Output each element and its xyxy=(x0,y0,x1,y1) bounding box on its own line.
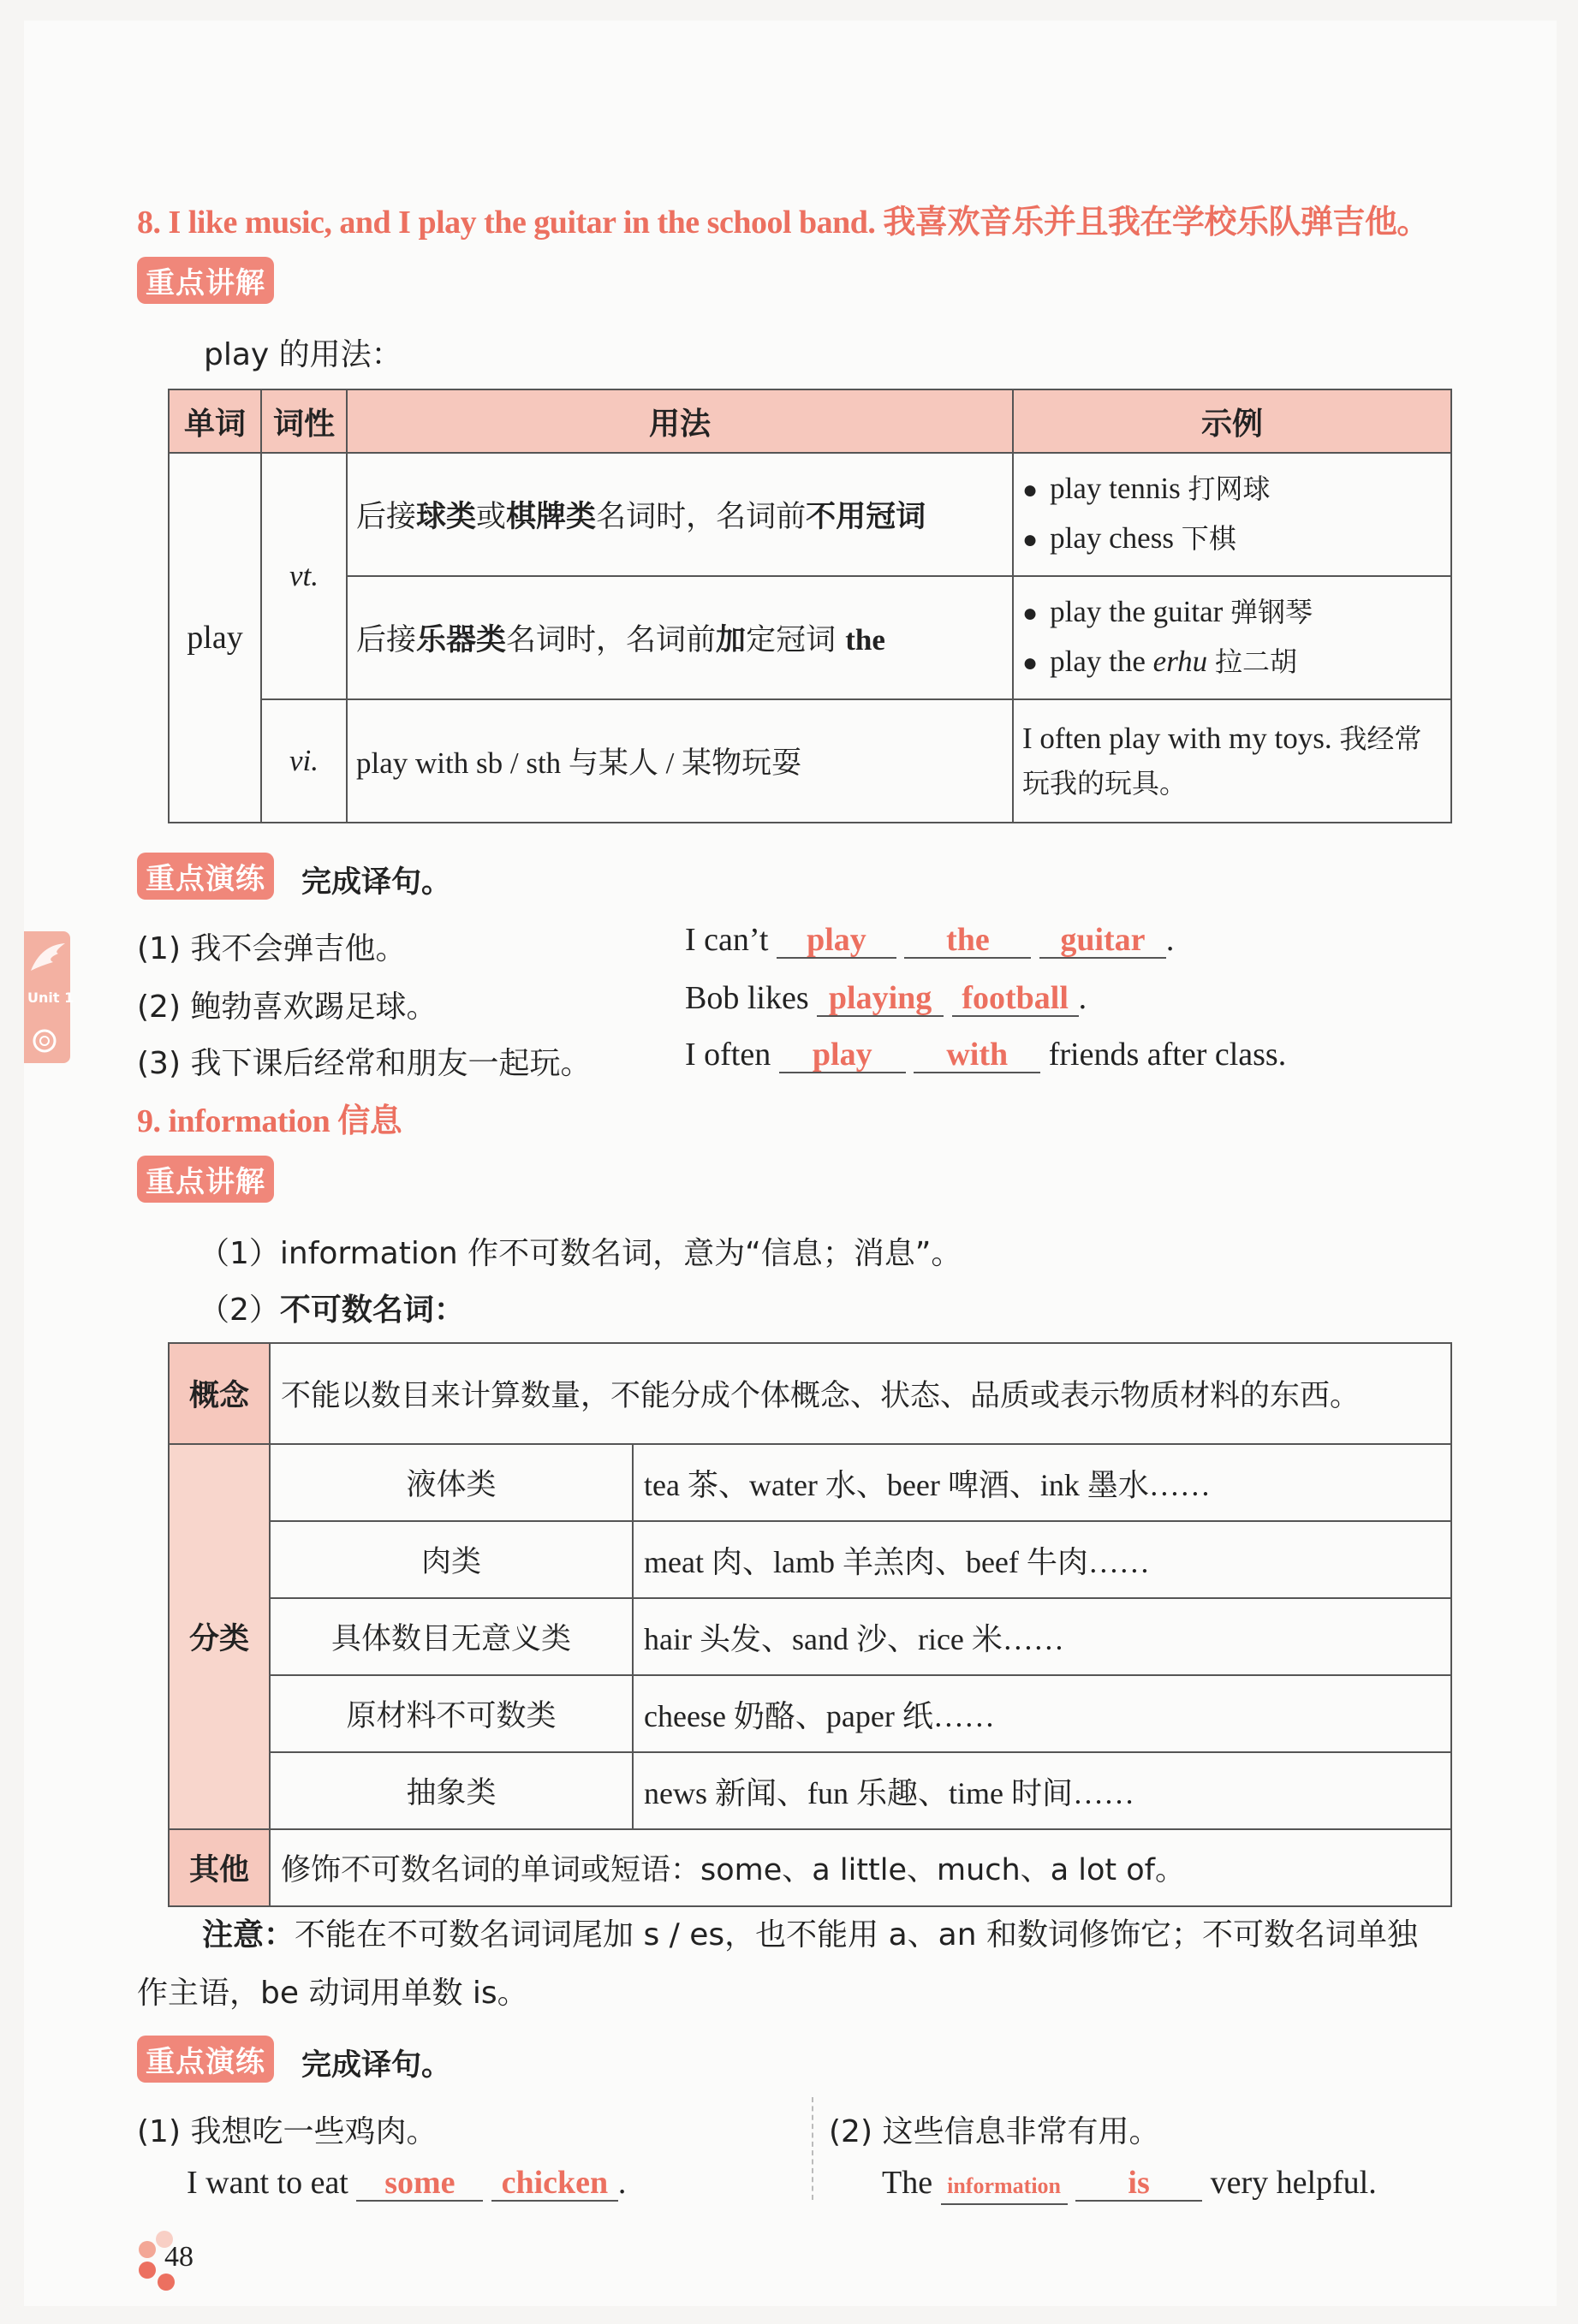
examples-abstract: news 新闻、fun 乐趣、time 时间…… xyxy=(633,1752,1451,1829)
q4-blank-2[interactable]: chicken xyxy=(491,2166,618,2202)
q3-chinese: (3) 我下课后经常和朋友一起玩。 xyxy=(137,1046,592,1081)
key-explanation-badge-2: 重点讲解 xyxy=(137,1156,274,1203)
q1-blank-3[interactable]: guitar xyxy=(1039,923,1166,959)
concept-text: 不能以数目来计算数量，不能分成个体概念、状态、品质或表示物质材料的东西。 xyxy=(270,1343,1451,1444)
practice-instruction: 完成译句。 xyxy=(301,865,452,900)
category-meat: 肉类 xyxy=(270,1521,633,1598)
q3-blank-2[interactable]: with xyxy=(914,1037,1040,1073)
key-practice-badge: 重点演练 xyxy=(137,853,274,900)
information-point-2: （2）不可数名词： xyxy=(199,1293,465,1328)
other-text: 修饰不可数名词的单词或短语：some、a little、much、a lot of。 xyxy=(270,1829,1451,1906)
q2-blank-1[interactable]: playing xyxy=(817,981,944,1017)
header-usage: 用法 xyxy=(347,389,1013,453)
examples-liquid: tea 茶、water 水、beer 啤酒、ink 墨水…… xyxy=(633,1444,1451,1521)
category-label: 分类 xyxy=(169,1444,270,1829)
q3-blank-1[interactable]: play xyxy=(779,1037,906,1073)
q4-english: I want to eat some chicken . xyxy=(187,2165,627,2201)
q5-blank-1[interactable]: information xyxy=(941,2169,1068,2205)
q5-english: The information is very helpful. xyxy=(882,2164,1377,2205)
usage-instruments: 后接乐器类名词时，名词前加定冠词 the xyxy=(347,576,1013,699)
category-liquid: 液体类 xyxy=(270,1444,633,1521)
examples-ball-games: ● play tennis 打网球 ● play chess 下棋 xyxy=(1013,453,1451,576)
page-number: 48 xyxy=(164,2241,194,2273)
header-example: 示例 xyxy=(1013,389,1451,453)
play-usage-table xyxy=(168,389,1452,823)
section-9-heading: 9. information 信息 xyxy=(137,1103,402,1139)
q1-english: I can’t play the guitar . xyxy=(685,922,1175,958)
concept-label: 概念 xyxy=(169,1343,270,1444)
header-word: 单词 xyxy=(169,389,261,453)
q1-blank-2[interactable]: the xyxy=(904,923,1031,959)
word-play: play xyxy=(169,453,261,823)
pos-vt: vt. xyxy=(261,453,347,699)
q2-blank-2[interactable]: football xyxy=(952,981,1079,1017)
q3-english: I often play with friends after class. xyxy=(685,1037,1287,1073)
uncountable-nouns-table xyxy=(168,1342,1452,1907)
key-practice-badge-2: 重点演练 xyxy=(137,2036,274,2083)
usage-play-with: play with sb / sth 与某人 / 某物玩耍 xyxy=(347,699,1013,823)
swirl-icon xyxy=(24,1024,70,1058)
q1-chinese: (1) 我不会弹吉他。 xyxy=(137,931,407,966)
other-label: 其他 xyxy=(169,1829,270,1906)
unit-side-tab xyxy=(24,931,74,1063)
example-play-with: I often play with my toys. 我经常玩我的玩具。 xyxy=(1013,699,1451,823)
category-materials: 原材料不可数类 xyxy=(270,1675,633,1752)
examples-materials: cheese 奶酪、paper 纸…… xyxy=(633,1675,1451,1752)
unit-label: Unit 1 xyxy=(27,990,74,1006)
usage-ball-games: 后接球类或棋牌类名词时，名词前不用冠词 xyxy=(347,453,1013,576)
header-pos: 词性 xyxy=(261,389,347,453)
q5-blank-2[interactable]: is xyxy=(1075,2166,1202,2202)
q4-blank-1[interactable]: some xyxy=(356,2166,483,2202)
q2-chinese: (2) 鲍勃喜欢踢足球。 xyxy=(137,990,438,1025)
examples-no-count: hair 头发、sand 沙、rice 米…… xyxy=(633,1598,1451,1675)
wing-icon xyxy=(24,936,70,988)
category-no-count: 具体数目无意义类 xyxy=(270,1598,633,1675)
section-8-heading: 8. I like music, and I play the guitar in the school band. 我喜欢音乐并且我在学校乐队弹吉他。 xyxy=(137,205,1429,241)
practice-instruction-2: 完成译句。 xyxy=(301,2048,452,2083)
pos-vi: vi. xyxy=(261,699,347,823)
examples-instruments: ● play the guitar 弹钢琴 ● play the erhu 拉二胡 xyxy=(1013,576,1451,699)
q5-chinese: (2) 这些信息非常有用。 xyxy=(829,2114,1160,2149)
play-usage-intro: play 的用法： xyxy=(204,337,402,372)
key-explanation-badge: 重点讲解 xyxy=(137,257,274,304)
note-line-2: 作主语，be 动词用单数 is。 xyxy=(137,1976,528,2011)
q2-english: Bob likes playing football . xyxy=(685,980,1087,1016)
note-line-1: 注意：不能在不可数名词词尾加 s / es，也不能用 a、an 和数词修饰它；不可数名词单独 xyxy=(202,1917,1418,1953)
information-point-1: （1）information 作不可数名词，意为“信息；消息”。 xyxy=(199,1236,962,1271)
examples-meat: meat 肉、lamb 羊羔肉、beef 牛肉…… xyxy=(633,1521,1451,1598)
q1-blank-1[interactable]: play xyxy=(777,923,896,959)
q4-chinese: (1) 我想吃一些鸡肉。 xyxy=(137,2114,438,2149)
column-divider xyxy=(812,2097,813,2200)
category-abstract: 抽象类 xyxy=(270,1752,633,1829)
